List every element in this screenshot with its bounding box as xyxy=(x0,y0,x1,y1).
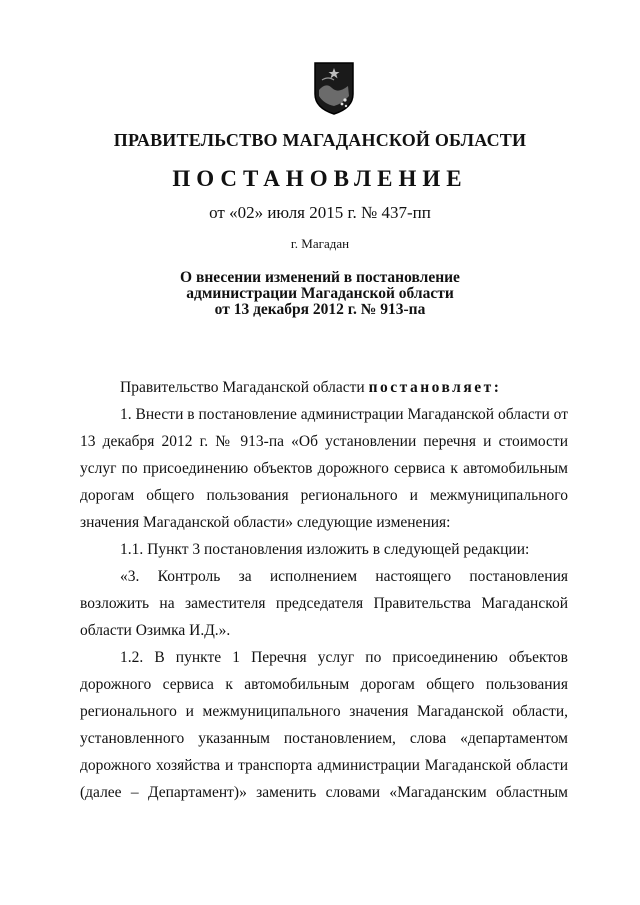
document-city: г. Магадан xyxy=(290,236,350,251)
document-date-number: от «02» июля 2015 г. № 437-пп xyxy=(209,203,431,222)
government-title: ПРАВИТЕЛЬСТВО МАГАДАНСКОЙ ОБЛАСТИ xyxy=(113,130,527,150)
paragraph-1-2: 1.2. В пункте 1 Перечня услуг по присоединению объектов дорожного сервиса к автомобильным дорогам общего пользования регионального и межмуниципального значения Магаданской области, установленного указанным постановлением, слова «департаментом дорожного хозяйства и транспорта администрации Магаданской области (далее – Департамент)» заменить словами «Магаданским областным xyxy=(80,649,568,801)
intro-paragraph xyxy=(80,374,568,401)
subject-line: О внесении изменений в постановление xyxy=(180,269,460,286)
document-body xyxy=(80,374,568,806)
document-subject xyxy=(150,270,490,318)
resolves-word: постановляет: xyxy=(368,379,502,396)
subject-line: администрации Магаданской области xyxy=(186,285,454,302)
coat-of-arms-icon xyxy=(312,60,356,116)
document-type: ПОСТАНОВЛЕНИЕ xyxy=(172,166,468,191)
paragraph-1-1: 1.1. Пункт 3 постановления изложить в следующей редакции: xyxy=(120,541,530,558)
paragraph-1: 1. Внести в постановление администрации Магаданской области от 13 декабря 2012 г. № 913-па «Об установлении перечня и стоимости услуг по присоединению объектов дорожного сервиса к автомобильным дорогам общего пользования регионального и межмуниципального значения Магаданской области» следующие изменения: xyxy=(80,406,568,531)
intro-text: Правительство Магаданской области xyxy=(120,379,369,396)
subject-line: от 13 декабря 2012 г. № 913-па xyxy=(214,301,426,318)
paragraph-1-1-quote: «3. Контроль за исполнением настоящего постановления возложить на заместителя председателя Правительства Магаданской области Озимка И.Д.». xyxy=(80,568,568,639)
